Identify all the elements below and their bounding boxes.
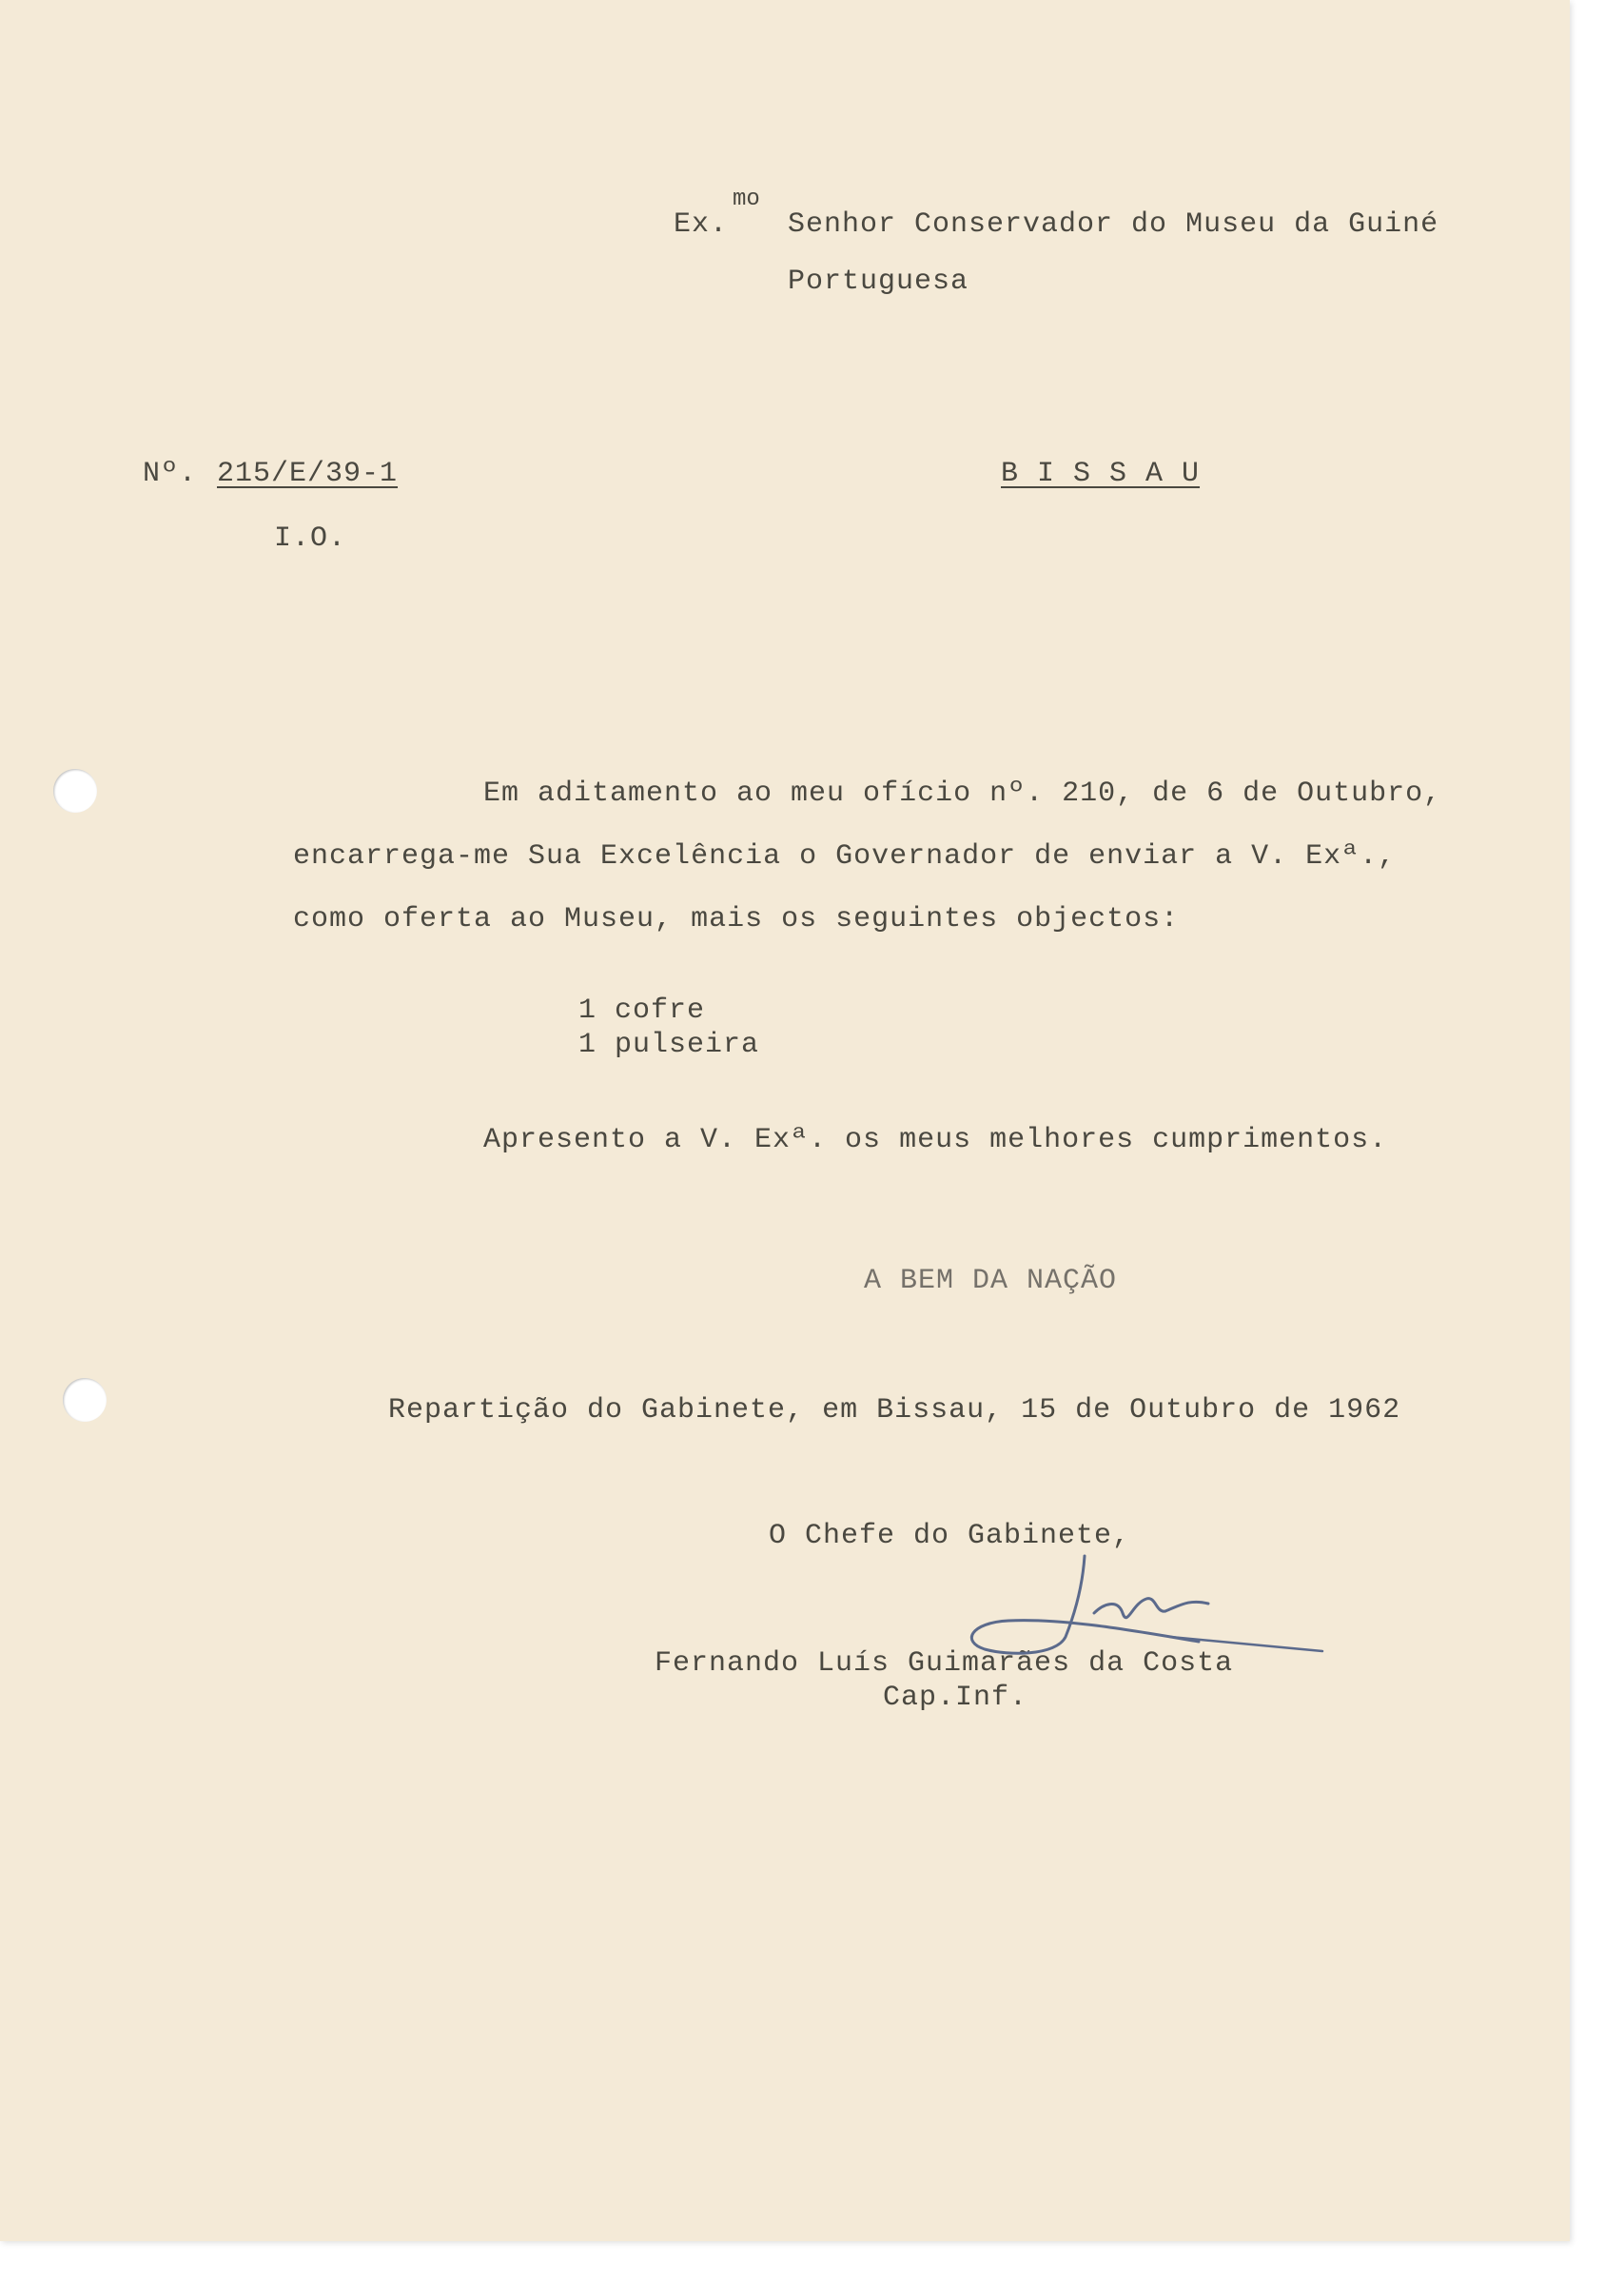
reference-number-label: Nº. [143,458,198,490]
greeting-line: Apresento a V. Exª. os meus melhores cumprimentos. [483,1124,1388,1156]
signatory-rank: Cap.Inf. [883,1682,1028,1714]
body-line-1: Em aditamento ao meu ofício nº. 210, de 6 de Outubro, [483,778,1442,810]
list-item: 1 pulseira [578,1029,760,1061]
body-line-3: como oferta ao Museu, mais os seguintes objectos: [293,903,1180,935]
punch-hole-top [53,769,97,813]
handwritten-signature [951,1546,1332,1680]
addressee-line-2: Portuguesa [788,266,969,298]
reference-number: 215/E/39-1 [217,458,399,490]
punch-hole-bottom [63,1378,107,1422]
body-line-2: encarrega-me Sua Excelência o Governador de enviar a V. Exª., [293,840,1397,873]
place-heading: B I S S A U [1001,458,1201,490]
reference-code: I.O. [274,522,347,555]
motto: A BEM DA NAÇÃO [864,1265,1118,1297]
signatory-role: O Chefe do Gabinete, [769,1520,1131,1552]
list-item: 1 cofre [578,994,706,1027]
addressee-line-1: Senhor Conservador do Museu da Guiné [788,208,1439,241]
signatory-name: Fernando Luís Guimarães da Costa [655,1647,1234,1680]
place-date-line: Repartição do Gabinete, em Bissau, 15 de Outubro de 1962 [388,1394,1401,1427]
addressee-title: Ex. [674,208,729,241]
addressee-title-superscript: mo [733,187,760,212]
